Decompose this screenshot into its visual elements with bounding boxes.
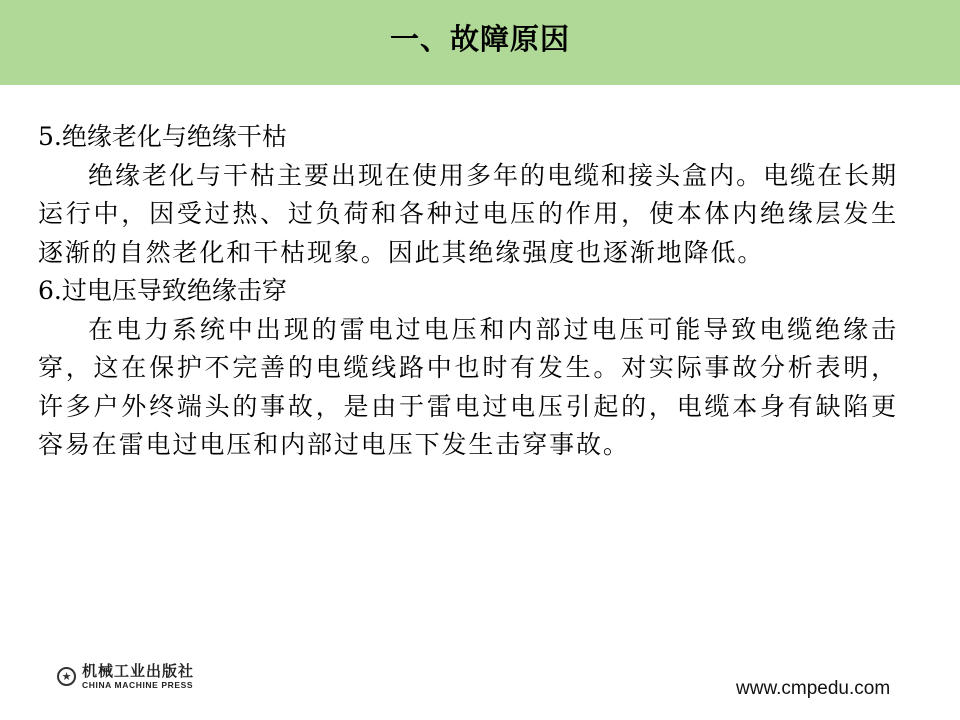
website-url: www.cmpedu.com xyxy=(736,678,891,699)
section-heading-5: 5.绝缘老化与绝缘干枯 xyxy=(38,122,287,151)
publisher-logo xyxy=(57,664,194,690)
publisher-logo-icon: ★ xyxy=(57,667,76,686)
publisher-name-en: CHINA MACHINE PRESS xyxy=(82,680,194,690)
slide-content xyxy=(38,118,898,465)
section-body-6: 在电力系统中出现的雷电过电压和内部过电压可能导致电缆绝缘击穿，这在保护不完善的电缆线路中也时有发生。对实际事故分析表明，许多户外终端头的事故，是由于雷电过电压引起的，电缆本身有缺陷更容易在雷电过电压和内部过电压下发生击穿事故。 xyxy=(38,314,898,459)
title-bar xyxy=(0,0,960,85)
slide-title: 一、故障原因 xyxy=(389,22,570,56)
section-heading-6: 6.过电压导致绝缘击穿 xyxy=(38,276,287,305)
publisher-name-cn: 机械工业出版社 xyxy=(82,662,195,680)
section-body-5: 绝缘老化与干枯主要出现在使用多年的电缆和接头盒内。电缆在长期运行中，因受过热、过负荷和各种过电压的作用，使本体内绝缘层发生逐渐的自然老化和干枯现象。因此其绝缘强度也逐渐地降低。 xyxy=(38,160,898,267)
